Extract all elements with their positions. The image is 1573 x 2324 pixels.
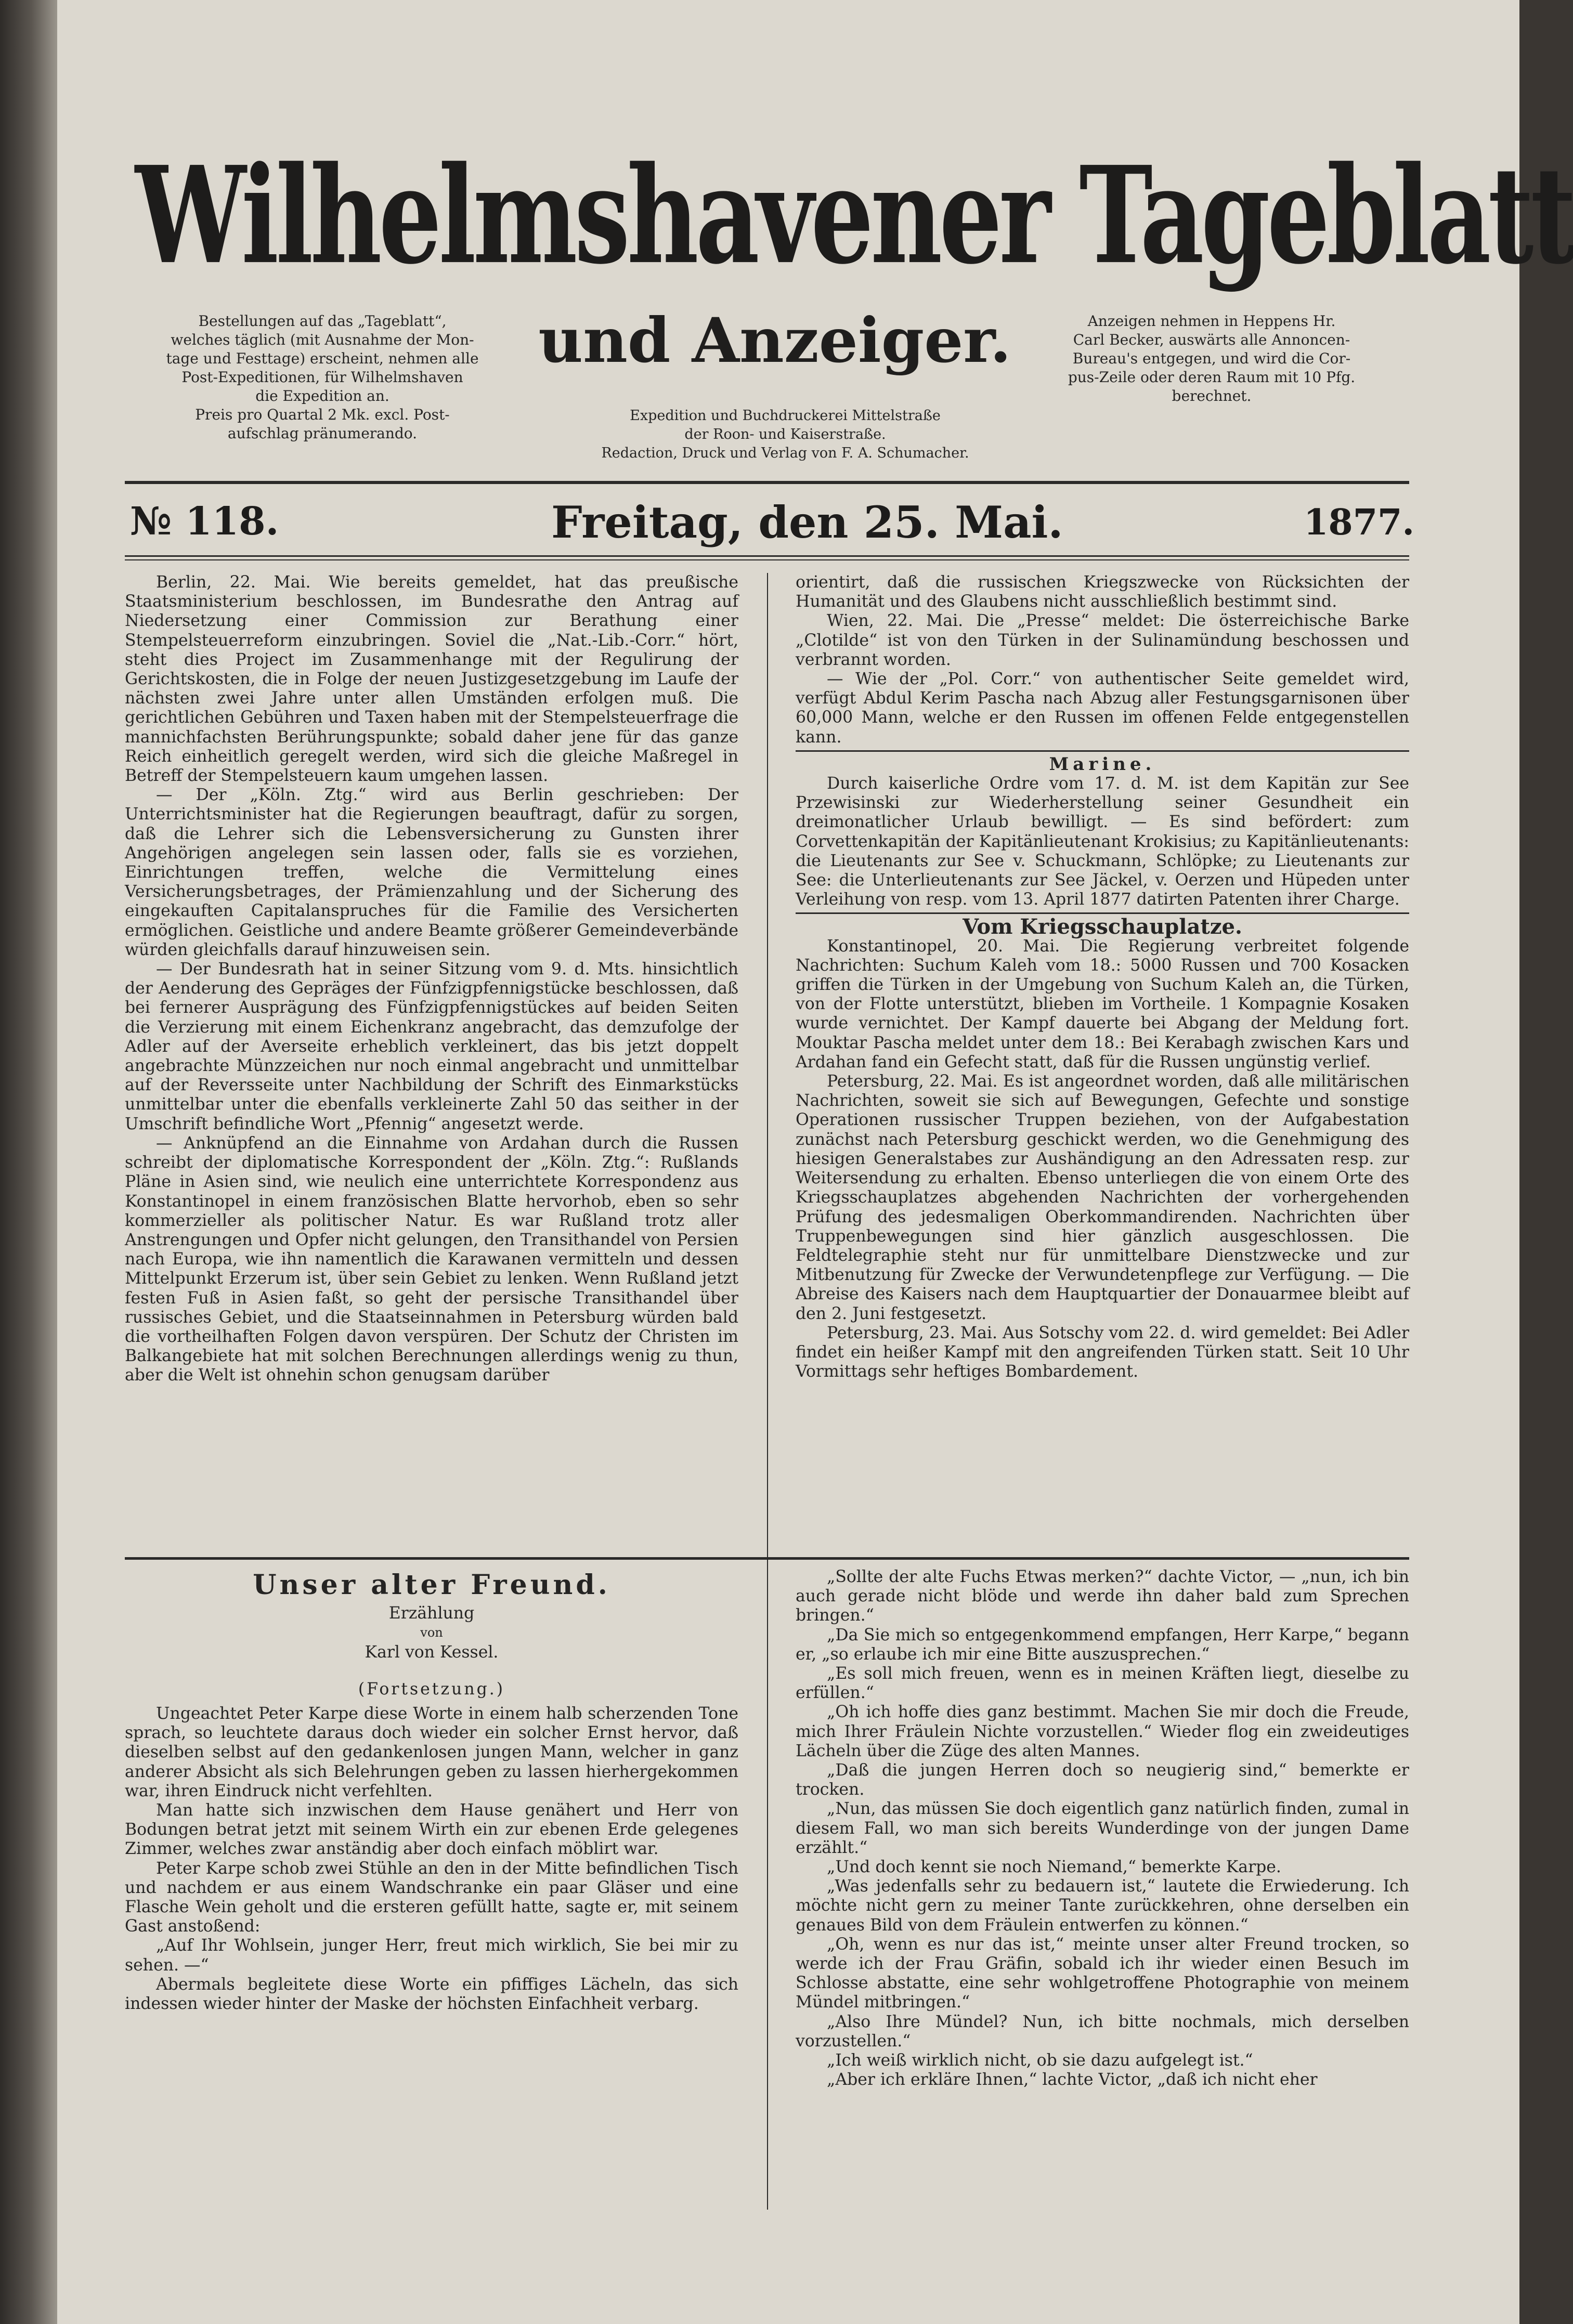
feuilleton-left [125, 1569, 738, 2210]
imprint-line: der Roon- und Kaiserstraße. [684, 426, 886, 442]
notice-line: tage und Festtage) erscheint, nehmen alle [166, 350, 479, 367]
news-paragraph: — Der „Köln. Ztg.“ wird aus Berlin geschrieben: Der Unterrichtsminister hat die Regierungen beauftragt, dafür zu sorgen, daß die Lehrer sich die Lebensversicherung zu Gunsten ihrer Angehörigen angelegen sein lassen oder, falls sie es vorziehen, Einrichtungen treffen, welche die Vermittelung eines Versicherungsbetrages, der Prämienzahlung und der Sicherung des eingekauften Capitalanspruches für die Familie des Versicherten ermöglichen. Geistliche und andere Beamte größerer Gemeindeverbände würden gleichfalls darauf hinzuweisen sein. [125, 786, 738, 959]
news-paragraph: — Der Bundesrath hat in seiner Sitzung vom 9. d. Mts. hinsichtlich der Aenderung des Gepräges der Fünfzigpfennigstücke beschlossen, daß bei fernerer Ausprägung des Fünfzigpfennigstückes auf beiden Seiten die Verzierung mit einem Eichenkranz angebracht, das demzufolge der Adler auf der Averseite erheblich verkleinert, das bis jetzt doppelt angebrachte Münzzeichen nur noch einmal angebracht und unmittelbar auf der Reversseite unter Nachbildung der Schrift des Einmarkstücks unmittelbar unter die ebenfalls verkleinerte Zahl 50 das seither in der Umschrift befindliche Wort „Pfennig“ angesetzt werde. [125, 960, 738, 1133]
subscription-notice [125, 312, 520, 443]
advert-notice [1014, 312, 1409, 406]
story-paragraph: „Auf Ihr Wohlsein, junger Herr, freut mich wirklich, Sie bei mir zu sehen. —“ [125, 1936, 738, 1975]
news-paragraph: — Wie der „Pol. Corr.“ von authentischer Seite gemeldet wird, verfügt Abdul Kerim Pascha nach Abzug aller Festungsgarnisonen über 60,000 Mann, welche er den Russen im offenen Felde entgegenstellen kann. [796, 670, 1409, 747]
news-paragraph: Konstantinopel, 20. Mai. Die Regierung verbreitet folgende Nachrichten: Suchum Kaleh vom 18.: 5000 Russen und 700 Kosacken griffen die Türken in der Umgebung von Suchum Kaleh an, die Türken, von der Flotte unterstützt, blieben im Vortheile. 1 Kompagnie Kosaken wurde vernichtet. Der Kampf dauerte bei Abgang der Meldung fort. Mouktar Pascha meldet unter dem 18.: Bei Kerabagh zwischen Kars und Ardahan fand ein Gefecht statt, daß für die Russen ungünstig verlief. [796, 936, 1409, 1072]
news-paragraph: Petersburg, 23. Mai. Aus Sotschy vom 22. d. wird gemeldet: Bei Adler findet ein heißer Kampf mit den angreifenden Türken statt. Seit 10 Uhr Vormittags sehr heftiges Bombardement. [796, 1323, 1409, 1381]
news-paragraph: orientirt, daß die russischen Kriegszwecke von Rücksichten der Humanität und des Glaubens nicht ausschließlich bestimmt sind. [796, 573, 1409, 611]
story-paragraph: „Nun, das müssen Sie doch eigentlich ganz natürlich finden, zumal in diesem Fall, wo man sich bereits Wunderdinge von der jungen Dame erzählt.“ [796, 1799, 1409, 1857]
notice-line: Carl Becker, auswärts alle Annoncen- [1073, 331, 1350, 348]
imprint-line: Expedition und Buchdruckerei Mittelstraße [630, 408, 941, 424]
story-paragraph: Ungeachtet Peter Karpe diese Worte in einem halb scherzenden Tone sprach, so leuchtete daraus doch wieder ein solcher Ernst hervor, daß dieselben selbst auf den gedankenlosen jungen Mann, welcher in ganz anderer Absicht als sich Belehrungen geben zu lassen hierhergekommen war, ihren Eindruck nicht verfehlten. [125, 1704, 738, 1800]
section-rule [796, 750, 1409, 752]
feuilleton-right [796, 1568, 1409, 2210]
section-title-war: Vom Kriegsschauplatze. [963, 915, 1242, 939]
story-paragraph: „Da Sie mich so entgegenkommend empfangen, Herr Karpe,“ begann er, „so erlaube ich mir eine Bitte auszusprechen.“ [796, 1625, 1409, 1664]
feuilleton-genre: Erzählung [388, 1604, 475, 1623]
story-paragraph: „Also Ihre Mündel? Nun, ich bitte nochmals, mich derselben vorzustellen.“ [796, 2012, 1409, 2051]
story-paragraph: „Oh ich hoffe dies ganz bestimmt. Machen Sie mir doch die Freude, mich Ihrer Fräulein Nichte vorzustellen.“ Wieder flog ein zweideutiges Lächeln über die Züge des alten Mannes. [796, 1703, 1409, 1760]
notice-line: aufschlag pränumerando. [227, 425, 418, 442]
feuilleton-rule [125, 1557, 1409, 1560]
story-paragraph: „Aber ich erkläre Ihnen,“ lachte Victor, „daß ich nicht eher [827, 2070, 1318, 2090]
imprint-line: Redaction, Druck und Verlag von F. A. Schumacher. [601, 445, 969, 461]
news-paragraph: Wien, 22. Mai. Die „Presse“ meldet: Die österreichische Barke „Clotilde“ ist von den Türken in der Sulinamündung beschossen und verbrannt worden. [796, 611, 1409, 669]
imprint [525, 407, 1045, 463]
notice-line: pus-Zeile oder deren Raum mit 10 Pfg. [1068, 369, 1356, 386]
notice-line: Bestellungen auf das „Tageblatt“, [198, 312, 447, 330]
section-rule [796, 912, 1409, 914]
notice-line: die Expedition an. [255, 387, 389, 404]
header-rule-top [125, 481, 1409, 484]
story-paragraph: „Ich weiß wirklich nicht, ob sie dazu aufgelegt ist.“ [827, 2051, 1253, 2070]
feuilleton-by: von [420, 1625, 443, 1640]
story-paragraph: „Sollte der alte Fuchs Etwas merken?“ dachte Victor, — „nun, ich bin auch gerade nicht blöde und werde ihn daher bald zum Sprechen bringen.“ [796, 1568, 1409, 1625]
story-paragraph: Man hatte sich inzwischen dem Hause genähert und Herr von Bodungen betrat jetzt mit seinem Wirth ein zur ebenen Erde gelegenes Zimmer, welches zwar anständig aber doch einfach möblirt war. [125, 1801, 738, 1859]
news-paragraph: Berlin, 22. Mai. Wie bereits gemeldet, hat das preußische Staatsministerium beschlossen, im Bundesrathe den Antrag auf Niedersetzung einer Commission zur Berathung einer Stempelsteuerreform einzubringen. Soviel die „Nat.-Lib.-Corr.“ hört, steht dies Project im Zusammenhange mit der Regulirung der Gerichtskosten, die in Folge der neuen Justizgesetzgebung im Laufe der nächsten zwei Jahre unter allen Umständen erfolgen muß. Die gerichtlichen Gebühren und Taxen haben mit der Stempelsteuerfrage die mannichfachsten Berührungspunkte; sobald daher jene für das ganze Reich einheitlich geregelt werden, wird sich die gleiche Maßregel in Betreff der Stempelsteuern kaum umgehen lassen. [125, 573, 738, 786]
book-spine-shadow [0, 0, 57, 2324]
news-paragraph: Durch kaiserliche Ordre vom 17. d. M. ist dem Kapitän zur See Przewisinski zur Wiederherstellung seiner Gesundheit ein dreimonatlicher Urlaub bewilligt. — Es sind befördert: zum Corvettenkapitän der Kapitänlieutenant Krokisius; zu Kapitänlieutenants: die Lieutenants zur See v. Schuckmann, Schlöpke; zu Lieutenants zur See: die Unterlieutenants zur See Jäckel, v. Oerzen und Hüpeden unter Verleihung von resp. vom 13. April 1877 datirten Patenten ihrer Charge. [796, 774, 1409, 909]
story-paragraph: „Daß die jungen Herren doch so neugierig sind,“ bemerkte er trocken. [796, 1761, 1409, 1799]
story-paragraph: „Was jedenfalls sehr zu bedauern ist,“ lautete die Erwiederung. Ich möchte nicht gern zu meiner Tante zurückkehren, ohne derselben ein genaues Bild von dem Fräulein entwerfen zu können.“ [796, 1877, 1409, 1935]
story-paragraph: Abermals begleitete diese Worte ein pfiffiges Lächeln, das sich indessen wieder hinter der Maske der höchsten Einfachheit verbarg. [125, 1975, 738, 2014]
notice-line: Post-Expeditionen, für Wilhelmshaven [181, 369, 463, 386]
newspaper-page [57, 0, 1573, 2324]
feuilleton-author: Karl von Kessel. [365, 1642, 499, 1662]
notice-line: berechnet. [1172, 387, 1252, 404]
notice-line: welches täglich (mit Ausnahme der Mon- [171, 331, 474, 348]
story-paragraph: „Oh, wenn es nur das ist,“ meinte unser alter Freund trocken, so werde ich der Frau Gräfin, sobald ich ihr wieder einen Besuch im Schlosse abstatte, eine sehr wohlgetroffene Photographie von meinem Mündel mitbringen.“ [796, 1935, 1409, 2012]
news-paragraph: Petersburg, 22. Mai. Es ist angeordnet worden, daß alle militärischen Nachrichten, soweit sie sich auf Bewegungen, Gefechte und sonstige Operationen russischer Truppen beziehen, von der Aufgabestation zunächst nach Petersburg geschickt werden, wo die Genehmigung des hiesigen Generalstabes zur Aushändigung an den Adressaten resp. zur Weitersendung zu erhalten. Ebenso unterliegen die von einem Orte des Kriegsschauplatzes abgehenden Nachrichten der vorhergehenden Prüfung des jedesmaligen Oberkommandirenden. Nachrichten über Truppenbewegungen sind hier gänzlich ausgeschlossen. Die Feldtelegraphie steht nur für unmittelbare Dienstzwecke und zur Mitbenutzung für Zwecke der Verwundetenpflege zur Verfügung. — Die Abreise des Kaisers nach dem Hauptquartier der Donauarmee bleibt auf den 2. Juni festgesetzt. [796, 1072, 1409, 1323]
feuilleton-continuation: (Fortsetzung.) [358, 1679, 505, 1699]
notice-line: Bureau's entgegen, und wird die Cor- [1072, 350, 1351, 367]
issue-year: 1877. [1304, 502, 1414, 543]
news-paragraph: — Anknüpfend an die Einnahme von Ardahan durch die Russen schreibt der diplomatische Korrespondent der „Köln. Ztg.“: Rußlands Pläne in Asien sind, wie neulich eine unterrichtete Korrespondenz aus Konstantinopel in einem französischen Blatte hervorhob, eben so sehr kommerzieller als politischer Natur. Es war Rußland trotz aller Anstrengungen und Opfer nicht gelungen, den Transithandel von Persien nach Europa, wie ihn namentlich die Karawanen vermitteln und dessen Mittelpunkt Erzerum ist, über sein Gebiet zu lenken. Wenn Rußland jetzt festen Fuß in Asien faßt, so geht der persische Transithandel über russisches Gebiet, und die Staatseinnahmen in Petersburg würden bald die vortheilhaften Folgen davon verspüren. Der Schutz der Christen im Balkangebiete hat mit solchen Berechnungen allerdings wenig zu thun, aber die Welt ist ohnehin schon genugsam darüber [125, 1133, 738, 1385]
issue-date: Freitag, den 25. Mai. [551, 497, 1063, 548]
section-title-marine: Marine. [1049, 753, 1156, 775]
issue-number: № 118. [130, 499, 279, 544]
masthead-subtitle: und Anzeiger. [538, 304, 1011, 376]
header-rule-bottom [125, 555, 1409, 557]
story-paragraph: Peter Karpe schob zwei Stühle an den in der Mitte befindlichen Tisch und nachdem er aus einem Wandschranke ein paar Gläser und eine Flasche Wein geholt und die ersteren gefüllt hatte, sagte er, mit seinem Gast anstoßend: [125, 1859, 738, 1936]
notice-line: Preis pro Quartal 2 Mk. excl. Post- [195, 406, 450, 423]
masthead-title: Wilhelmshavener Tageblatt [135, 137, 1573, 294]
feuilleton-title: Unser alter Freund. [253, 1569, 610, 1601]
feuilleton-divider [767, 1568, 768, 2210]
story-paragraph: „Es soll mich freuen, wenn es in meinen Kräften liegt, dieselbe zu erfüllen.“ [796, 1664, 1409, 1703]
story-paragraph: „Und doch kennt sie noch Niemand,“ bemerkte Karpe. [827, 1858, 1281, 1877]
header-rule-double [125, 559, 1409, 560]
news-column-left [125, 573, 738, 1385]
notice-line: Anzeigen nehmen in Heppens Hr. [1087, 312, 1336, 330]
